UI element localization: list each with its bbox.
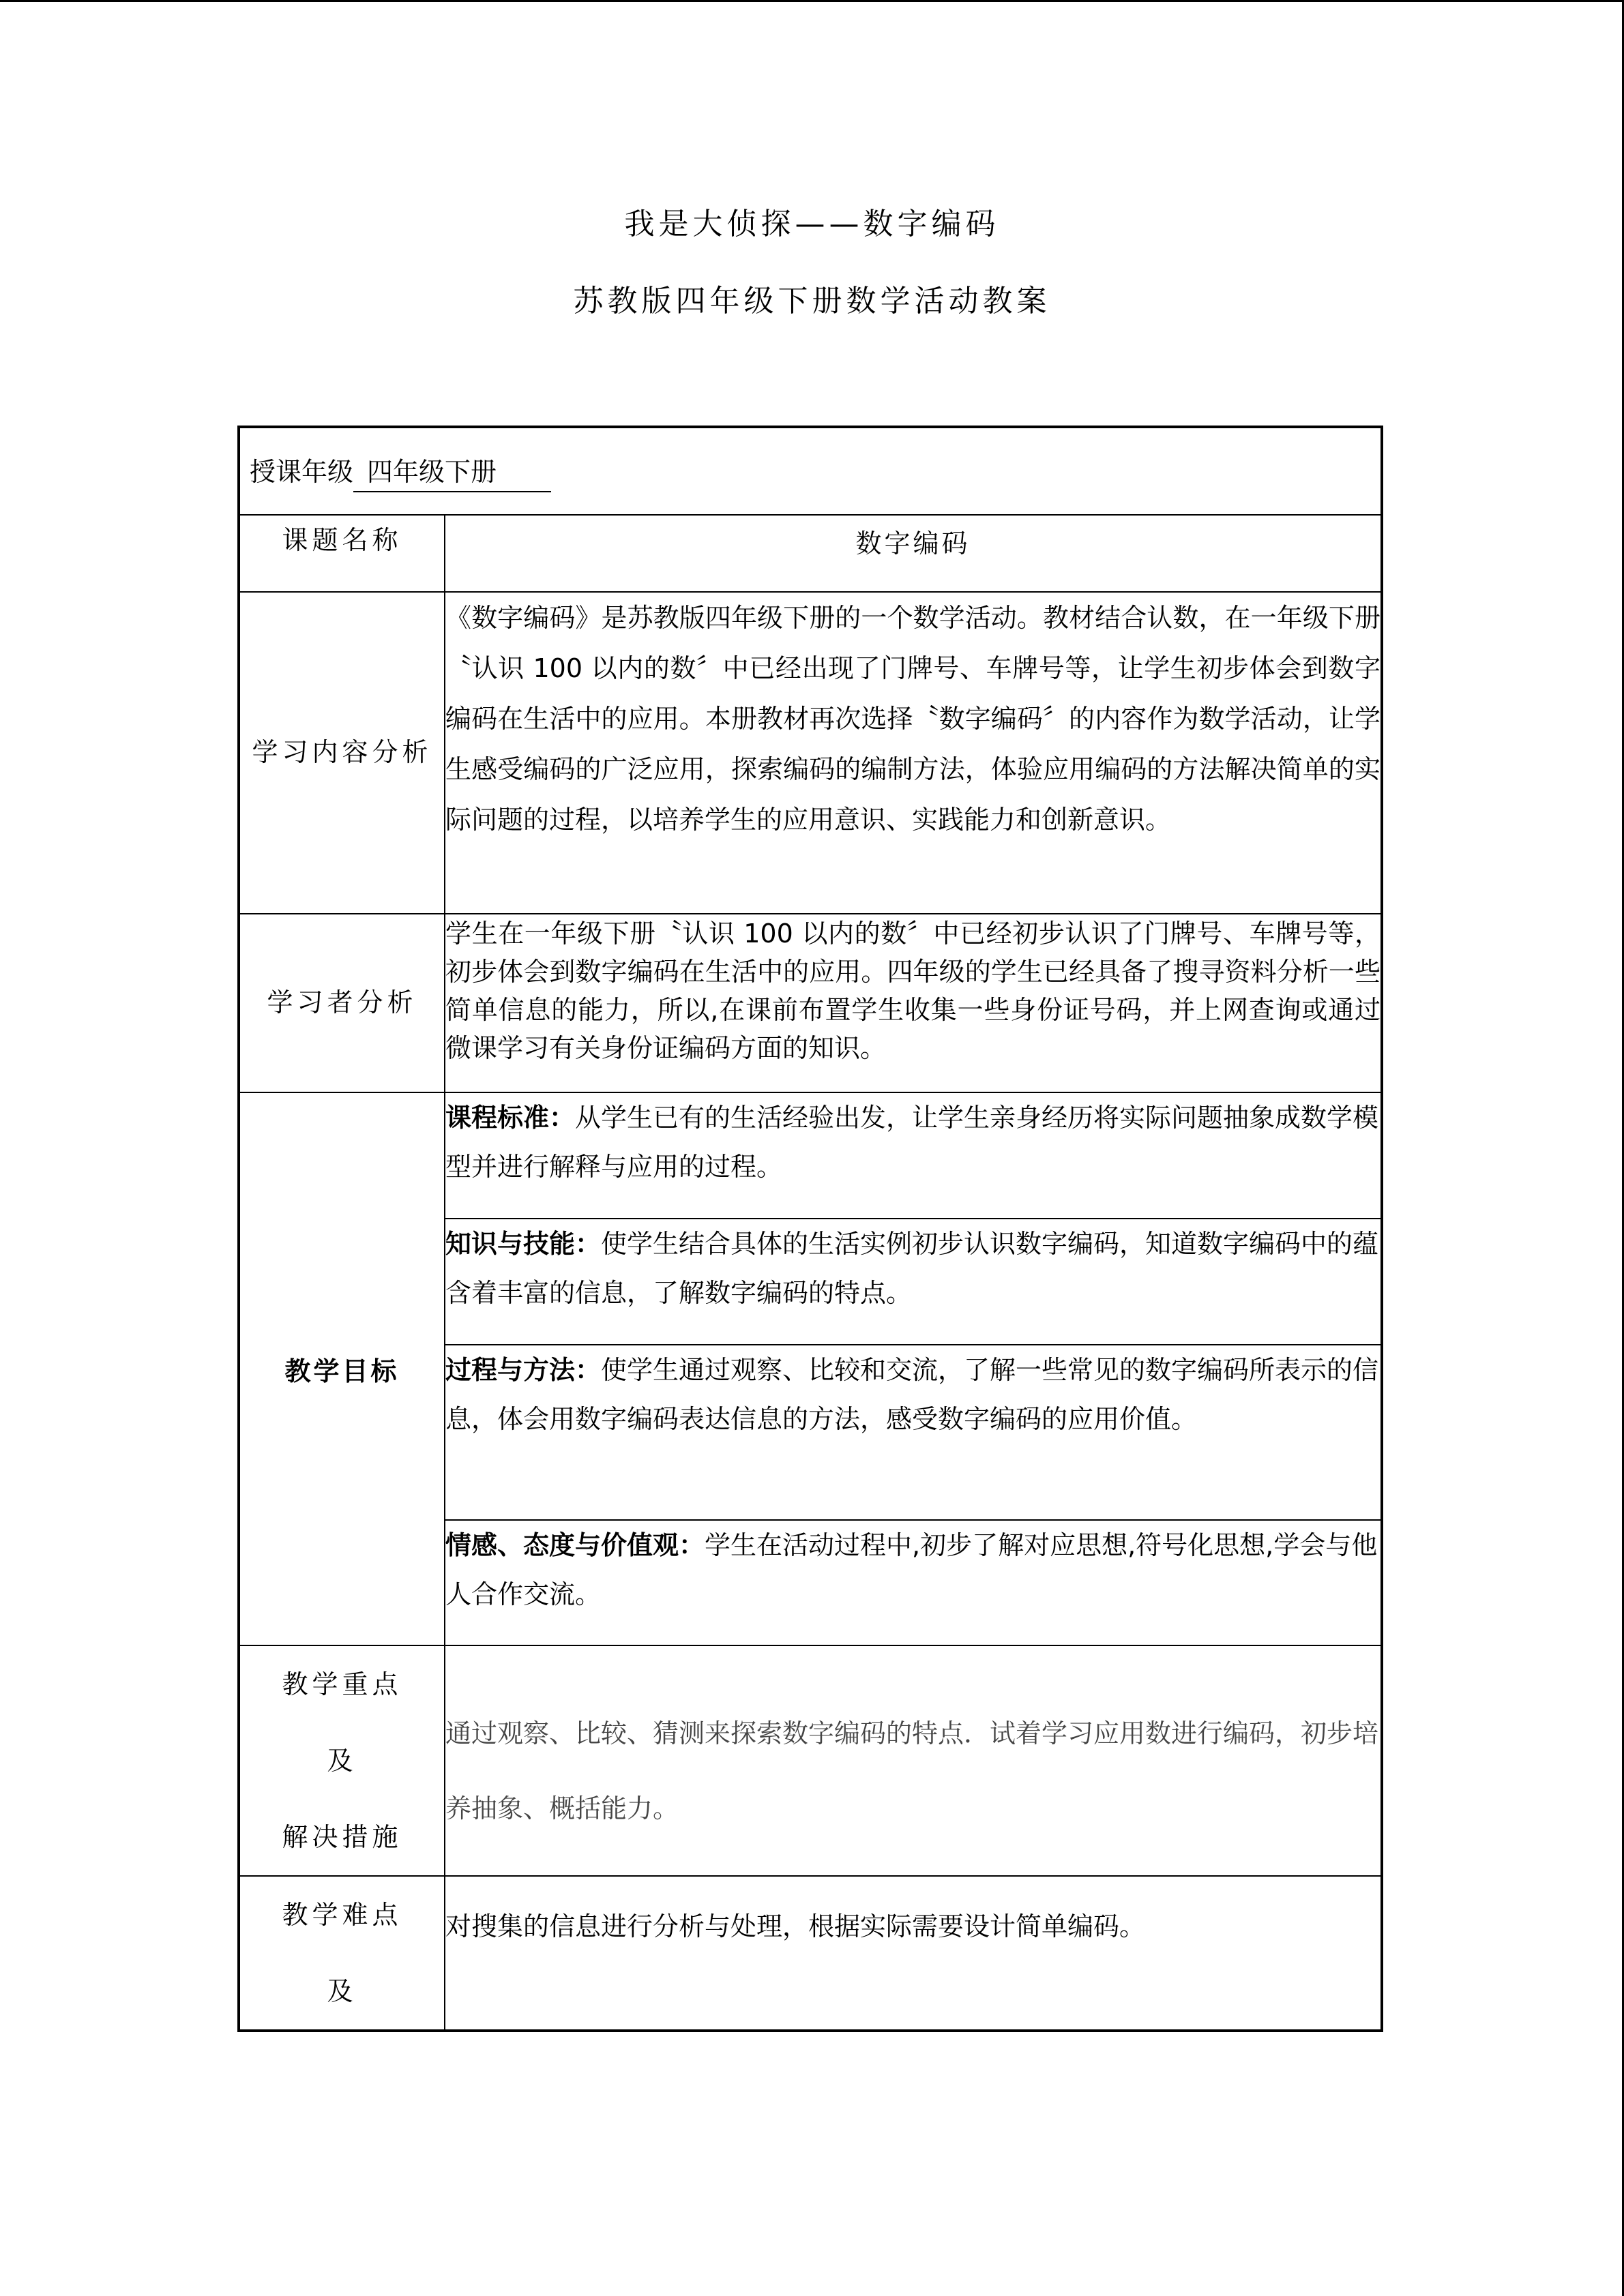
content-analysis-row [239,592,1382,914]
topic-label: 课题名称 [239,515,445,592]
difficulties-label-line-2: 及 [327,1976,357,2006]
objective-row-1 [239,1092,1382,1219]
objective-text: 使学生结合具体的生活实例初步认识数字编码，知道数字编码中的蕴含着丰富的信息，了解数字编码的特点。 [445,1229,1379,1308]
learner-analysis-row [239,914,1382,1092]
objectives-label: 教学目标 [239,1092,445,1645]
objective-heading: 课程标准： [445,1103,576,1133]
key-points-text: 通过观察、比较、猜测来探索数字编码的特点．试着学习应用数进行编码，初步培养抽象、概括能力。 [445,1645,1382,1876]
grade-label: 授课年级 [250,456,354,487]
key-points-row [239,1645,1382,1876]
key-points-label-line-1: 教学重点 [282,1669,402,1699]
grade-cell [239,427,1382,515]
document-title: 我是大侦探——数字编码 [624,207,1000,241]
objective-heading: 知识与技能： [445,1229,602,1259]
objective-text: 学生在活动过程中,初步了解对应思想,符号化思想,学会与他人合作交流。 [445,1530,1378,1609]
objective-item [445,1092,1382,1219]
grade-row [239,427,1382,515]
learner-analysis-label: 学习者分析 [239,914,445,1092]
key-points-label [239,1645,445,1876]
learner-analysis-text: 学生在一年级下册〝认识 100 以内的数〞中已经初步认识了门牌号、车牌号等，初步体会到数字编码在生活中的应用。四年级的学生已经具备了搜寻资料分析一些简单信息的能力，所以,在课前布置学生收集一些身份证号码，并上网查询或通过微课学习有关身份证编码方面的知识。 [445,914,1382,1092]
document-subtitle: 苏教版四年级下册数学活动教案 [573,284,1051,318]
lesson-plan-table [237,426,1383,2032]
key-points-label-line-3: 解决措施 [282,1822,402,1852]
objective-text: 从学生已有的生活经验出发，让学生亲身经历将实际问题抽象成数学模型并进行解释与应用的过程。 [445,1103,1379,1182]
page-border-top [0,0,1624,2]
difficulties-row [239,1876,1382,2031]
content-analysis-label: 学习内容分析 [239,592,445,914]
objective-heading: 过程与方法： [445,1355,602,1385]
objective-text: 使学生通过观察、比较和交流，了解一些常见的数字编码所表示的信息，体会用数字编码表达信息的方法，感受数字编码的应用价值。 [445,1355,1379,1434]
objective-item [445,1219,1382,1345]
difficulties-label-line-1: 教学难点 [282,1900,402,1930]
topic-row [239,515,1382,592]
objective-item [445,1520,1382,1645]
difficulties-text: 对搜集的信息进行分析与处理，根据实际需要设计简单编码。 [445,1876,1382,2031]
content-analysis-text: 《数字编码》是苏教版四年级下册的一个数学活动。教材结合认数，在一年级下册〝认识 100 以内的数〞中已经出现了门牌号、车牌号等，让学生初步体会到数字编码在生活中的应用。本册教材再次选择〝数字编码〞的内容作为数学活动，让学生感受编码的广泛应用，探索编码的编制方法，体验应用编码的方法解决简单的实际问题的过程，以培养学生的应用意识、实践能力和创新意识。 [445,592,1382,914]
difficulties-label [239,1876,445,2031]
objective-heading: 情感、态度与价值观： [445,1530,705,1560]
key-points-label-line-2: 及 [327,1746,357,1776]
objective-item [445,1345,1382,1520]
grade-value: 四年级下册 [353,451,551,492]
topic-value: 数字编码 [445,515,1382,592]
